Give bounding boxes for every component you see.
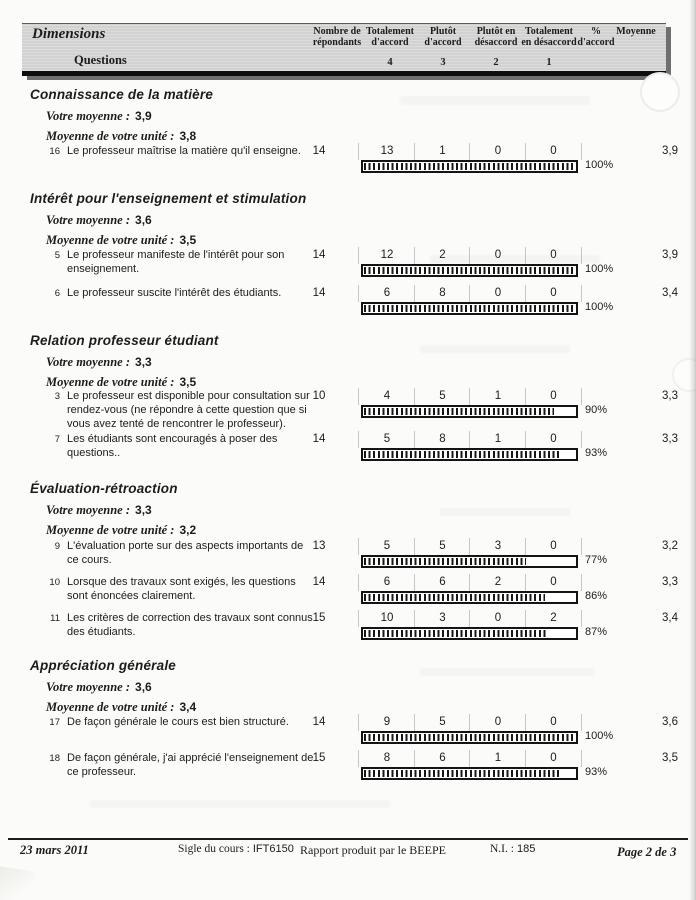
column-header-rather-disagree: Plutôt en désaccord <box>474 26 518 48</box>
question-row <box>0 751 696 785</box>
count-totally-agree: 12 <box>358 247 415 264</box>
column-header-totally-agree: Totalement d'accord <box>366 26 414 48</box>
agreement-bar <box>361 731 578 744</box>
agreement-bar <box>361 627 578 640</box>
question-text: Les critères de correction des travaux sont connus des étudiants. <box>67 612 313 638</box>
average-value: 3,2 <box>662 540 678 552</box>
agreement-bar <box>361 160 578 173</box>
respondents-count: 14 <box>312 433 326 445</box>
average-value: 3,4 <box>662 287 678 299</box>
respondents-count: 15 <box>312 612 326 624</box>
column-header-totally-disagree: Totalement en désaccord <box>521 26 577 48</box>
column-header-rather-agree: Plutôt d'accord <box>424 26 462 48</box>
ni-value: 185 <box>516 843 536 855</box>
agreement-bar <box>361 591 578 604</box>
average-value: 3,3 <box>662 576 678 588</box>
scale-4-label: 4 <box>387 57 393 68</box>
question-text: L'évaluation porte sur des aspects importants de ce cours. <box>67 540 304 566</box>
course-code-label: Sigle du cours : <box>178 843 250 855</box>
question-text: Le professeur suscite l'intérêt des étudiants. <box>67 287 282 299</box>
respondents-count: 14 <box>312 716 326 728</box>
column-header-pct-agree: % d'accord <box>577 26 615 48</box>
agreement-bar <box>361 555 578 568</box>
your-average-line <box>46 109 152 124</box>
your-average-value: 3,6 <box>135 680 152 694</box>
average-value: 3,9 <box>662 249 678 261</box>
percent-agree-label: 87% <box>585 626 608 638</box>
scale-3-label: 3 <box>440 57 446 68</box>
respondents-count: 10 <box>312 390 326 402</box>
count-rather-agree: 5 <box>414 714 470 731</box>
scan-bleed-artifact <box>440 508 570 516</box>
agreement-bar-fill <box>364 558 526 565</box>
footer-ni <box>490 843 535 855</box>
agreement-bar <box>361 448 578 461</box>
column-header-respondents: Nombre de répondants <box>312 26 362 48</box>
count-rather-agree: 5 <box>414 388 470 405</box>
your-average-line <box>46 213 152 228</box>
percent-agree-label: 86% <box>585 590 608 602</box>
your-average-label: Votre moyenne : <box>46 680 131 694</box>
question-number: 16 <box>49 145 60 157</box>
your-average-value: 3,3 <box>135 355 152 369</box>
question-number: 11 <box>50 612 60 624</box>
question-row <box>0 539 696 573</box>
count-totally-agree: 5 <box>358 431 415 448</box>
unit-average-line <box>46 233 196 248</box>
count-totally-agree: 9 <box>358 714 415 731</box>
count-rather-disagree: 0 <box>469 247 526 264</box>
respondents-count: 14 <box>312 287 326 299</box>
count-totally-agree: 6 <box>358 574 415 591</box>
agreement-bar-fill <box>364 163 575 170</box>
question-row <box>0 144 696 178</box>
count-totally-agree: 4 <box>358 388 415 405</box>
footer-course-code <box>178 843 294 855</box>
count-rather-agree: 1 <box>414 143 470 160</box>
count-totally-disagree: 0 <box>525 574 582 591</box>
section-title: Évaluation-rétroaction <box>30 481 178 496</box>
count-totally-agree: 5 <box>358 538 415 555</box>
percent-agree-label: 93% <box>585 447 608 459</box>
scan-bleed-artifact <box>430 255 600 263</box>
column-header-average: Moyenne <box>616 26 656 37</box>
count-totally-disagree: 0 <box>525 750 582 767</box>
your-average-label: Votre moyenne : <box>46 109 131 123</box>
question-number: 6 <box>54 287 60 299</box>
percent-agree-label: 93% <box>585 766 608 778</box>
average-value: 3,9 <box>662 145 678 157</box>
question-number: 18 <box>49 752 60 764</box>
your-average-label: Votre moyenne : <box>46 355 131 369</box>
unit-average-label: Moyenne de votre unité : <box>46 129 175 143</box>
count-rather-agree: 8 <box>414 431 470 448</box>
average-value: 3,5 <box>662 752 678 764</box>
question-row <box>0 286 696 320</box>
agreement-bar <box>361 264 578 277</box>
count-totally-disagree: 2 <box>525 610 582 627</box>
question-text: Lorsque des travaux sont exigés, les questions sont énoncées clairement. <box>67 576 296 602</box>
your-average-line <box>46 680 152 695</box>
count-totally-agree: 6 <box>358 285 415 302</box>
count-totally-disagree: 0 <box>525 714 582 731</box>
average-value: 3,3 <box>662 390 678 402</box>
your-average-value: 3,3 <box>135 503 152 517</box>
count-totally-agree: 10 <box>358 610 415 627</box>
count-rather-agree: 6 <box>414 574 470 591</box>
unit-average-line <box>46 129 196 144</box>
section-title: Relation professeur étudiant <box>30 333 219 348</box>
unit-average-label: Moyenne de votre unité : <box>46 233 175 247</box>
count-rather-disagree: 0 <box>469 714 526 731</box>
percent-agree-label: 100% <box>585 730 614 742</box>
agreement-bar <box>361 767 578 780</box>
count-rather-agree: 3 <box>414 610 470 627</box>
count-totally-disagree: 0 <box>525 388 582 405</box>
count-rather-disagree: 0 <box>469 143 526 160</box>
agreement-bar-fill <box>364 408 554 415</box>
question-row <box>0 248 696 282</box>
count-totally-agree: 13 <box>358 143 415 160</box>
count-rather-disagree: 2 <box>469 574 526 591</box>
agreement-bar-fill <box>364 451 560 458</box>
percent-agree-label: 90% <box>585 404 608 416</box>
count-totally-disagree: 0 <box>525 247 582 264</box>
count-totally-disagree: 0 <box>525 143 582 160</box>
question-text: De façon générale, j'ai apprécié l'enseignement de ce professeur. <box>67 752 314 778</box>
percent-agree-label: 77% <box>585 554 608 566</box>
question-text: Les étudiants sont encouragés à poser des questions.. <box>67 433 278 459</box>
question-number: 7 <box>54 433 60 445</box>
question-row <box>0 611 696 645</box>
agreement-bar-fill <box>364 770 560 777</box>
question-row <box>0 715 696 749</box>
your-average-value: 3,9 <box>135 109 152 123</box>
count-rather-disagree: 0 <box>469 285 526 302</box>
unit-average-value: 3,8 <box>179 129 197 143</box>
corner-curl-artifact <box>0 865 35 900</box>
question-text: Le professeur est disponible pour consultation sur rendez-vous (ne répondre à cette question que si vous avez tenté de rencontrer le professeur). <box>67 390 310 430</box>
footer-page-number: Page 2 de 3 <box>617 845 677 859</box>
respondents-count: 13 <box>312 540 326 552</box>
count-rather-agree: 5 <box>414 538 470 555</box>
percent-agree-label: 100% <box>585 159 614 171</box>
footer-produced-by: Rapport produit par le BEEPE <box>300 843 446 857</box>
count-rather-disagree: 1 <box>469 431 526 448</box>
unit-average-label: Moyenne de votre unité : <box>46 700 175 714</box>
count-rather-disagree: 1 <box>469 388 526 405</box>
unit-average-line <box>46 523 196 538</box>
scan-bleed-artifact <box>420 345 570 353</box>
scan-bleed-artifact <box>90 800 390 808</box>
count-totally-disagree: 0 <box>525 538 582 555</box>
question-text: De façon générale le cours est bien structuré. <box>67 716 289 728</box>
respondents-count: 15 <box>312 752 326 764</box>
count-totally-disagree: 0 <box>525 431 582 448</box>
count-rather-disagree: 0 <box>469 610 526 627</box>
section-title: Intérêt pour l'enseignement et stimulation <box>30 191 307 206</box>
question-row <box>0 575 696 609</box>
question-number: 5 <box>54 249 60 261</box>
page-curl-artifact <box>672 358 696 392</box>
footer-rule <box>8 838 688 840</box>
count-totally-disagree: 0 <box>525 285 582 302</box>
unit-average-value: 3,5 <box>179 375 197 389</box>
your-average-value: 3,6 <box>135 213 152 227</box>
agreement-bar-fill <box>364 734 575 741</box>
your-average-label: Votre moyenne : <box>46 503 131 517</box>
count-totally-agree: 8 <box>358 750 415 767</box>
question-row <box>0 389 696 430</box>
agreement-bar <box>361 405 578 418</box>
percent-agree-label: 100% <box>585 301 614 313</box>
agreement-bar-fill <box>364 594 545 601</box>
question-text: Le professeur manifeste de l'intérêt pour son enseignement. <box>67 249 285 275</box>
respondents-count: 14 <box>312 249 326 261</box>
unit-average-label: Moyenne de votre unité : <box>46 523 175 537</box>
your-average-line <box>46 503 152 518</box>
average-value: 3,3 <box>662 433 678 445</box>
section-title: Connaissance de la matière <box>30 87 214 102</box>
scale-2-label: 2 <box>493 57 499 68</box>
punch-hole-artifact <box>640 72 680 112</box>
question-text: Le professeur maîtrise la matière qu'il enseigne. <box>67 145 301 157</box>
your-average-line <box>46 355 152 370</box>
unit-average-value: 3,2 <box>179 523 197 537</box>
section-title: Appréciation générale <box>30 658 176 673</box>
question-number: 17 <box>49 716 60 728</box>
course-code-value: IFT6150 <box>252 843 294 855</box>
count-rather-disagree: 3 <box>469 538 526 555</box>
footer-date: 23 mars 2011 <box>20 843 89 857</box>
respondents-count: 14 <box>312 145 326 157</box>
unit-average-line <box>46 700 196 715</box>
question-number: 10 <box>49 576 60 588</box>
respondents-count: 14 <box>312 576 326 588</box>
average-value: 3,4 <box>662 612 678 624</box>
agreement-bar-fill <box>364 267 575 274</box>
ni-label: N.I. : <box>490 843 514 855</box>
question-number: 3 <box>54 390 60 402</box>
average-value: 3,6 <box>662 716 678 728</box>
scan-bleed-artifact <box>400 96 590 105</box>
scale-1-label: 1 <box>546 57 552 68</box>
count-rather-agree: 8 <box>414 285 470 302</box>
scan-bleed-artifact <box>420 668 595 676</box>
header-questions-label: Questions <box>74 53 127 67</box>
unit-average-value: 3,5 <box>179 233 197 247</box>
count-rather-agree: 6 <box>414 750 470 767</box>
question-number: 9 <box>54 540 60 552</box>
unit-average-line <box>46 375 196 390</box>
unit-average-label: Moyenne de votre unité : <box>46 375 175 389</box>
percent-agree-label: 100% <box>585 263 614 275</box>
your-average-label: Votre moyenne : <box>46 213 131 227</box>
count-rather-disagree: 1 <box>469 750 526 767</box>
agreement-bar-fill <box>364 305 575 312</box>
count-rather-agree: 2 <box>414 247 470 264</box>
header-dimensions-label: Dimensions <box>32 26 106 42</box>
unit-average-value: 3,4 <box>179 700 197 714</box>
agreement-bar <box>361 302 578 315</box>
agreement-bar-fill <box>364 630 548 637</box>
question-row <box>0 432 696 466</box>
